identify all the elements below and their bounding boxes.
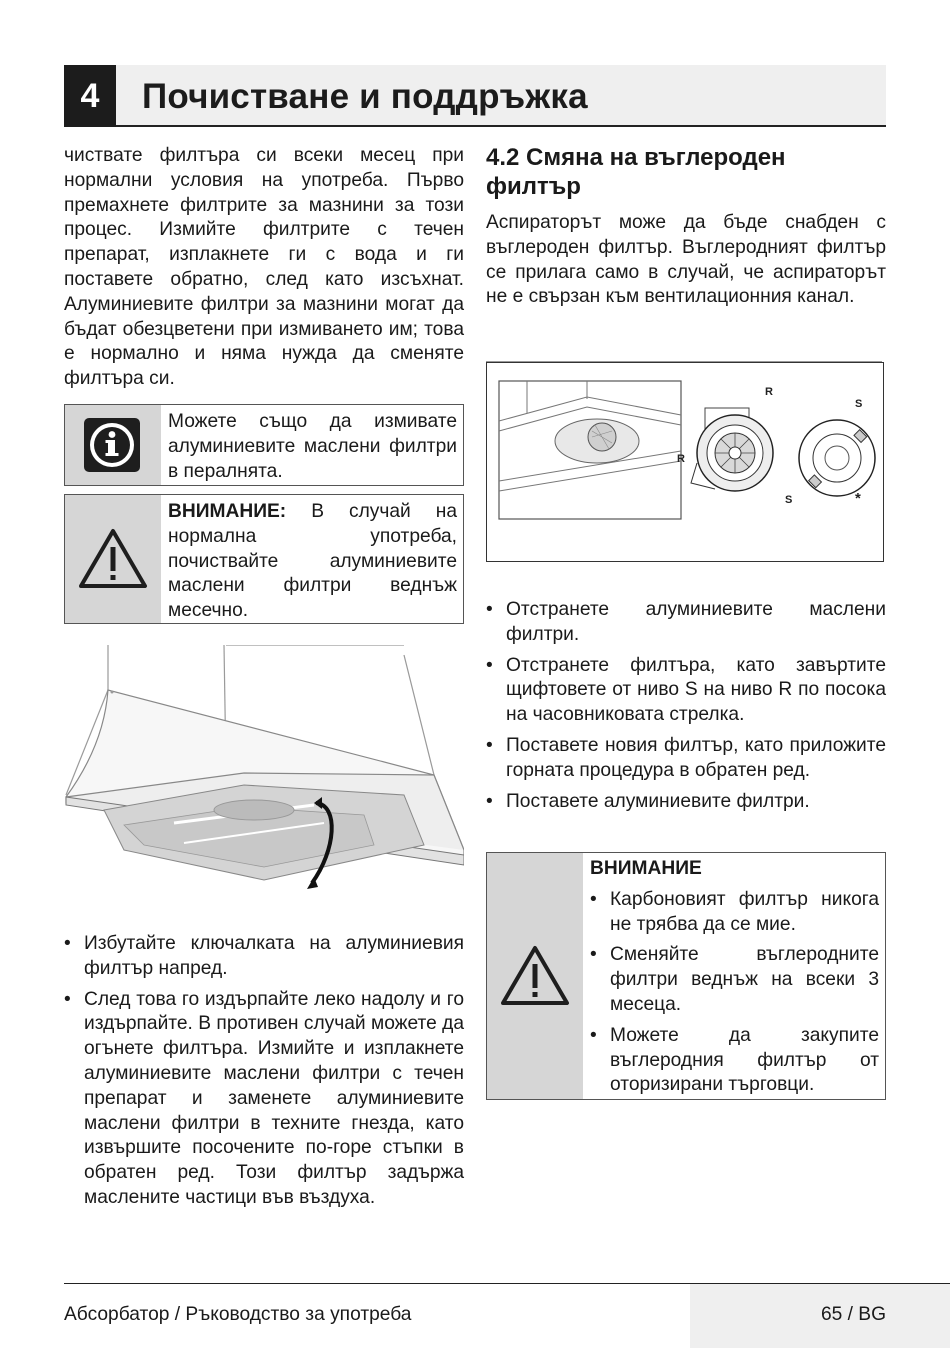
carbon-filter-figure [486,362,884,562]
list-item: • Отстранете алуминиевите маслени филтри. [486,598,886,648]
list-item: • Поставете алуминиевите филтри. [486,790,886,815]
section-heading: 4.2 Смяна на въглероден филтър [486,144,786,200]
info-note-box [64,404,464,486]
carbon-warning-title: ВНИМАНИЕ [590,858,702,879]
footer-document-title: Абсорбатор / Ръководство за употреба [64,1304,412,1325]
label-r-top: R [765,386,773,398]
list-item: • Карбоновият филтър никога не трябва да се мие. [590,888,879,938]
list-item: • След това го издърпайте леко надолу и го издърпайте. В противен случай можете да огънете филтъра. Измийте и изплакнете алуминиевите маслени филтри с течен препарат и заменете алуминиевите маслени филтри в техните гнезда, като извършите посочените по-горе стъпки в обратен ред. Този филтър задържа маслените частици във въздуха. [64,988,464,1211]
warning-icon [65,495,161,623]
warning-icon [487,853,583,1099]
warning-icon-cell [65,495,161,623]
hood-illustration [64,645,464,895]
carbon-warning-box [486,852,886,1100]
left-bullet-list [64,932,464,1217]
label-s-bottom: S [785,494,793,506]
right-bullet-list [486,598,886,820]
warning-text [168,500,457,624]
list-item: • Сменяйте въглеродните филтри веднъж на всеки 3 месеца. [590,943,879,1017]
right-intro-paragraph: Аспираторът може да бъде снабден с въглероден филтър. Въглеродният филтър се прилага само в случай, че аспираторът не е свързан към вентилационния канал. [486,212,886,308]
carbon-warning-list [590,888,879,1098]
list-item: • Избутайте ключалката на алуминиевия филтър напред. [64,932,464,982]
list-item: • Отстранете филтъра, като завъртите щифтовете от ниво S на ниво R по посока на часовниковата стрелка. [486,654,886,728]
info-note-text: Можете също да измивате алуминиевите маслени филтри в пералнята. [168,411,457,482]
chapter-number: 4 [64,65,116,127]
warning-body: В случай на нормална употреба, почиствайте алуминиевите маслени филтри веднъж месечно. [168,501,457,622]
warning-label: ВНИМАНИЕ: [168,501,287,522]
warning-box [64,494,464,624]
list-item: • Можете да закупите въглеродния филтър от оторизирани търговци. [590,1024,879,1098]
label-r-left: R [677,453,685,465]
footer-page-number: 65 / BG [820,1304,886,1325]
carbon-filter-illustration [487,363,883,561]
carbon-warning-content [590,857,879,1104]
label-star: * [855,490,861,507]
left-intro-paragraph: чиствате филтъра си всеки месец при нормални условия на употреба. Първо премахнете филтрите за мазнини за този процес. Измийте филтрите с течен препарат, изплакнете ги с вода и ги поставете обратно, след като изсъхнат. Алуминиевите филтри за мазнини могат да бъдат обезцветени при измиването им; това е нормално и няма нужда да сменяте филтъра си. [64,145,464,390]
info-icon-cell [65,405,161,485]
list-item: • Поставете новия филтър, като приложите горната процедура в обратен ред. [486,734,886,784]
info-icon [65,405,161,485]
warning-icon-cell [487,853,583,1099]
label-s-top: S [855,398,863,410]
chapter-title: Почистване и поддръжка [142,77,588,116]
